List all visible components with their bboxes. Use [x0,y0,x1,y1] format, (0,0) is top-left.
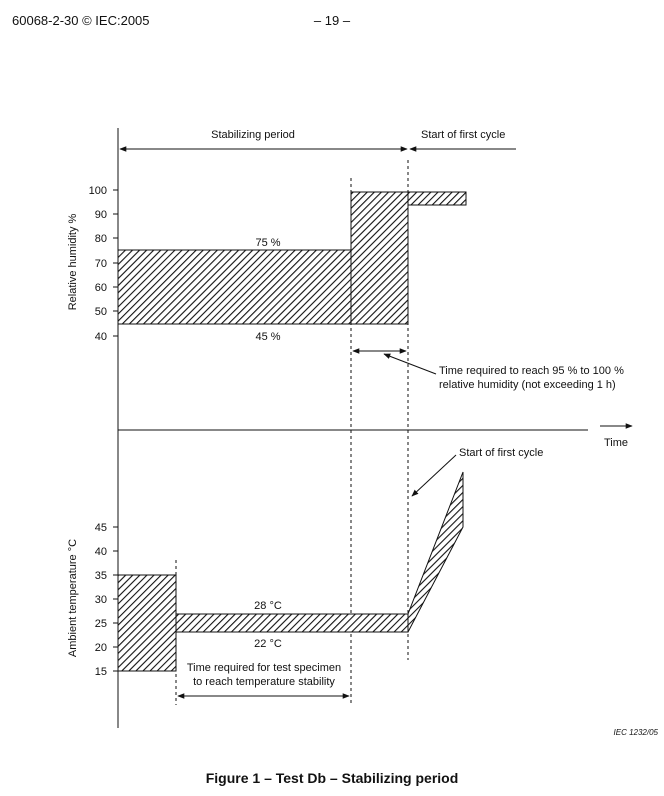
humidity-tick-60: 60 [94,282,107,294]
temperature-tick-40: 40 [94,546,107,558]
humidity-note-leader [384,354,436,374]
humidity-tick-90: 90 [94,209,107,221]
temperature-tick-15: 15 [94,666,107,678]
humidity-tick-40: 40 [94,331,107,343]
temperature-tick-20: 20 [94,642,107,654]
humidity-note-line1: Time required to reach 95 % to 100 % [439,365,624,377]
temperature-band-stable [176,614,408,632]
first-cycle-leader [412,455,456,496]
temperature-lower-label: 22 °C [254,638,282,650]
temperature-ticks [95,522,118,678]
first-cycle-label-lower: Start of first cycle [459,447,544,459]
first-cycle-label-top: Start of first cycle [421,129,506,141]
humidity-tick-80: 80 [94,233,107,245]
humidity-ticks [89,185,118,343]
humidity-lower-label: 45 % [255,331,281,343]
figure-caption: Figure 1 – Test Db – Stabilizing period [205,770,459,786]
temperature-band-ramp [408,472,463,632]
temperature-note-line2: to reach temperature stability [193,676,335,688]
temperature-tick-30: 30 [94,594,107,606]
page-header-left: 60068-2-30 © IEC:2005 [12,13,150,28]
humidity-band-rise [351,192,408,324]
page-number: – 19 – [313,13,351,28]
temperature-tick-25: 25 [94,618,107,630]
temperature-axis-label: Ambient temperature °C [67,538,79,658]
humidity-band-first-cycle [408,192,466,205]
temperature-band-initial [118,575,176,671]
temperature-note-line1: Time required for test specimen [186,662,342,674]
humidity-tick-100: 100 [88,185,107,197]
humidity-axis-label: Relative humidity % [67,213,79,311]
temperature-tick-35: 35 [94,570,107,582]
humidity-upper-label: 75 % [255,237,281,249]
figure-reference: IEC 1232/05 [613,728,658,737]
temperature-tick-45: 45 [94,522,107,534]
humidity-note-line2: relative humidity (not exceeding 1 h) [439,379,616,391]
time-label: Time [603,437,629,449]
humidity-tick-50: 50 [94,306,107,318]
stabilizing-period-label: Stabilizing period [211,129,295,141]
humidity-tick-70: 70 [94,258,107,270]
temperature-upper-label: 28 °C [254,600,282,612]
humidity-band-stabilizing [118,250,351,324]
